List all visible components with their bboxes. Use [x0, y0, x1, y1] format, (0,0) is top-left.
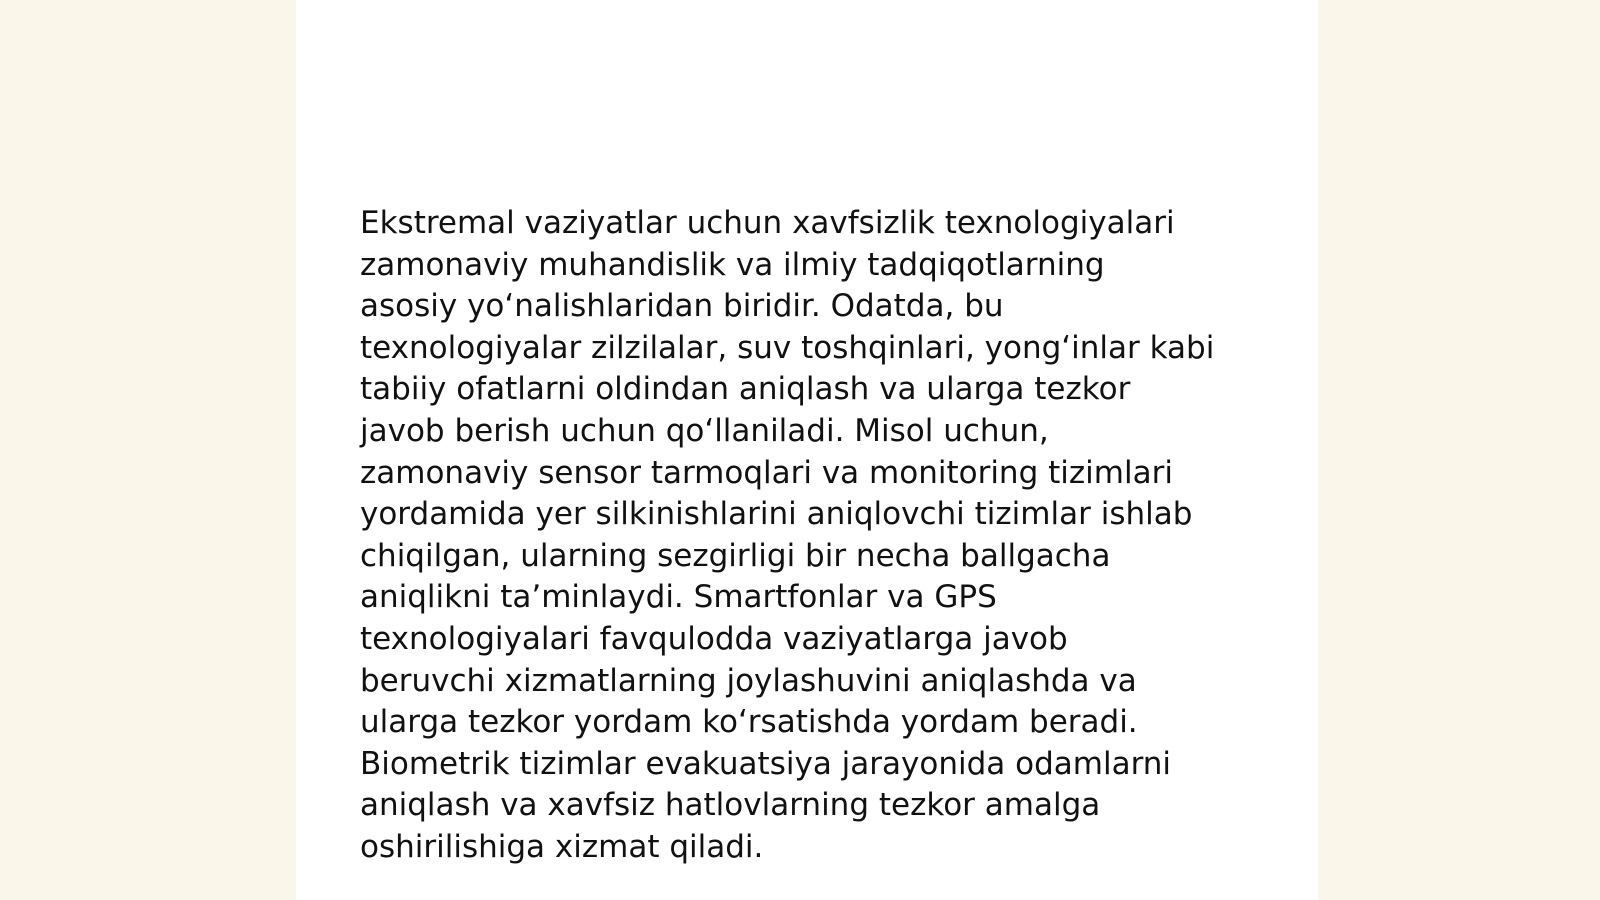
paragraph-line: yordamida yer silkinishlarini aniqlovchi tizimlar ishlab	[360, 496, 1193, 533]
paragraph-line: tabiiy ofatlarni oldindan aniqlash va ularga tezkor	[360, 371, 1131, 408]
paragraph-line: asosiy yo‘nalishlaridan biridir. Odatda, bu	[360, 288, 1004, 325]
paragraph-line: beruvchi xizmatlarning joylashuvini aniqlashda va	[360, 662, 1137, 699]
paragraph-line: zamonaviy sensor tarmoqlari va monitoring tizimlari	[360, 454, 1173, 491]
paragraph-line: ularga tezkor yordam ko‘rsatishda yordam beradi.	[360, 704, 1138, 741]
document-page	[296, 0, 1318, 900]
paragraph-line: Biometrik tizimlar evakuatsiya jarayonida odamlarni	[360, 745, 1172, 782]
paragraph-line: javob berish uchun qo‘llaniladi. Misol uchun,	[360, 412, 1049, 449]
paragraph-line: texnologiyalar zilzilalar, suv toshqinlari, yong‘inlar kabi	[360, 329, 1215, 366]
paragraph-line: chiqilgan, ularning sezgirligi bir necha ballgacha	[360, 537, 1111, 574]
paragraph-line: texnologiyalari favqulodda vaziyatlarga javob	[360, 620, 1068, 657]
paragraph-line: Ekstremal vaziyatlar uchun xavfsizlik texnologiyalari	[360, 205, 1175, 241]
paragraph-line: aniqlash va xavfsiz hatlovlarning tezkor amalga	[360, 787, 1101, 824]
body-paragraph	[360, 203, 1260, 869]
paragraph-line: oshirilishiga xizmat qiladi.	[360, 828, 764, 865]
paragraph-line: zamonaviy muhandislik va ilmiy tadqiqotlarning	[360, 246, 1105, 283]
paragraph-line: aniqlikni ta’minlaydi. Smartfonlar va GPS	[360, 579, 997, 616]
